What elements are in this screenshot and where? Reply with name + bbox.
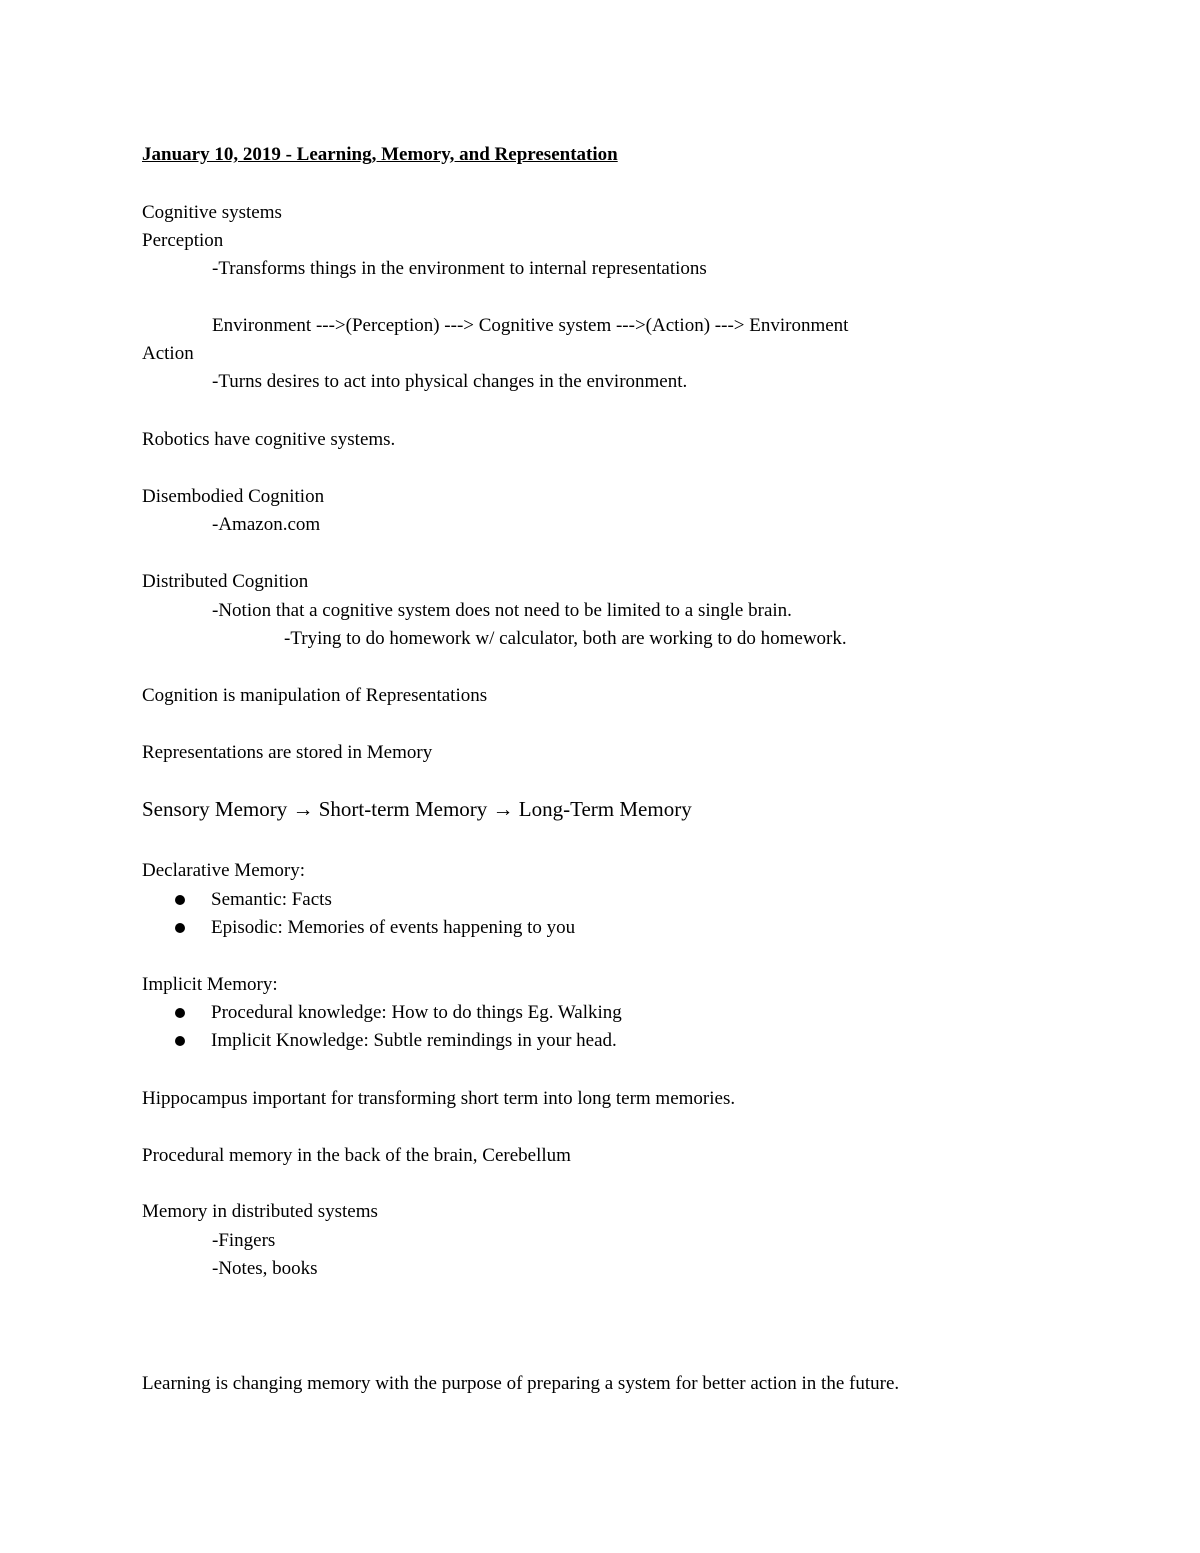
text-robotics: Robotics have cognitive systems.	[142, 429, 396, 450]
text-perception: Perception	[142, 230, 224, 251]
bullet-icon	[175, 895, 185, 905]
text-flow-line: Environment --->(Perception) ---> Cognitive system --->(Action) ---> Environment	[212, 315, 849, 336]
text-perception-note: -Transforms things in the environment to internal representations	[212, 258, 707, 279]
text-hippocampus: Hippocampus important for transforming short term into long term memories.	[142, 1088, 736, 1109]
list-item	[175, 888, 332, 912]
text-action-note: -Turns desires to act into physical changes in the environment.	[212, 371, 688, 392]
bullet-icon	[175, 923, 185, 933]
list-item: -Fingers	[212, 1230, 276, 1251]
bullet-icon	[175, 1008, 185, 1018]
text-action: Action	[142, 343, 194, 364]
list-item-label: Episodic: Memories of events happening to you	[211, 917, 576, 938]
text-disembodied-note: -Amazon.com	[212, 514, 321, 535]
text-distributed: Distributed Cognition	[142, 571, 309, 592]
list-item	[175, 916, 575, 940]
text-representations-stored: Representations are stored in Memory	[142, 742, 433, 763]
text-cognition-manipulation: Cognition is manipulation of Representations	[142, 685, 488, 706]
text-procedural-memory: Procedural memory in the back of the brain, Cerebellum	[142, 1145, 571, 1166]
text-cognitive-systems: Cognitive systems	[142, 202, 282, 223]
bullet-icon	[175, 1036, 185, 1046]
list-item-label: Semantic: Facts	[211, 889, 332, 910]
text-distributed-subnote: -Trying to do homework w/ calculator, both are working to do homework.	[284, 628, 847, 649]
text-declarative-heading: Declarative Memory:	[142, 860, 306, 881]
list-item	[175, 1029, 617, 1053]
text-disembodied: Disembodied Cognition	[142, 486, 325, 507]
list-item-label: Implicit Knowledge: Subtle remindings in your head.	[211, 1030, 617, 1051]
list-item: -Notes, books	[212, 1258, 318, 1279]
text-memory-flow: Sensory Memory → Short-term Memory → Long-Term Memory	[142, 797, 692, 821]
text-memory-distributed: Memory in distributed systems	[142, 1201, 378, 1222]
list-item	[175, 1001, 622, 1025]
text-learning: Learning is changing memory with the purpose of preparing a system for better action in the future.	[142, 1373, 900, 1394]
text-distributed-note: -Notion that a cognitive system does not need to be limited to a single brain.	[212, 600, 792, 621]
text-implicit-heading: Implicit Memory:	[142, 974, 278, 995]
list-item-label: Procedural knowledge: How to do things Eg. Walking	[211, 1002, 622, 1023]
page-title: January 10, 2019 - Learning, Memory, and Representation	[142, 144, 618, 165]
